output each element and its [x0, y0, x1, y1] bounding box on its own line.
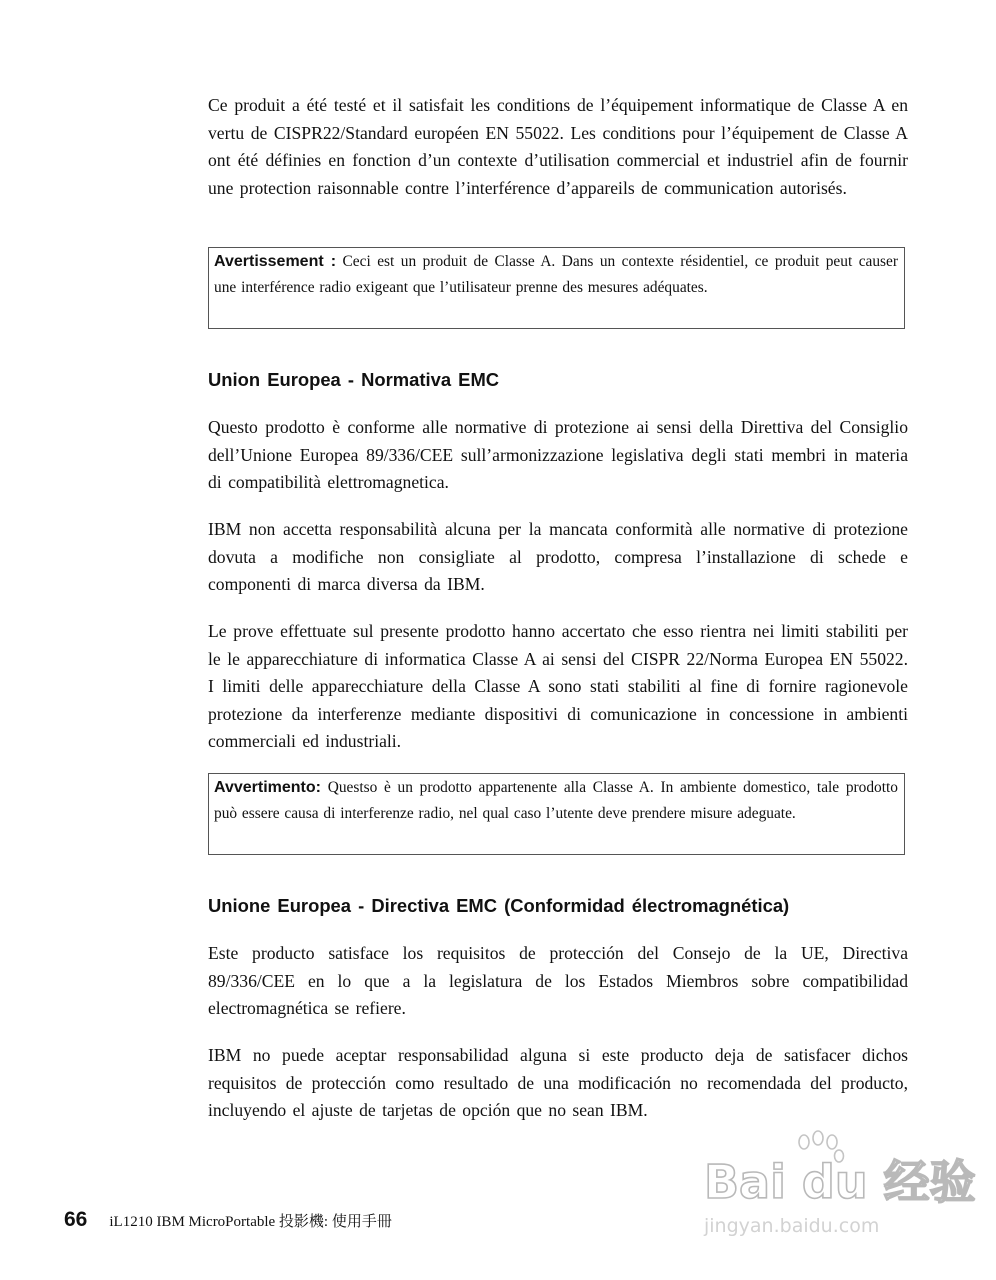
watermark-url: jingyan.baidu.com: [704, 1215, 880, 1237]
notice-text: Ceci est un produit de Classe A. Dans un contexte résidentiel, ce produit peut causer une interférence radio exigeant que l’utilisateur prenne des mesures adéquates.: [214, 253, 898, 296]
paragraph-french-compliance: Ce produit a été testé et il satisfait les conditions de l’équipement informatique de Classe A en vertu de CISPR22/Standard européen EN 55022. Les conditions pour l’équipement de Classe A ont été définies en fonction d’un contexte d’utilisation commercial et industriel afin de fournir une protection raisonnable contre l’interférence d’appareils de communication autorisés.: [208, 95, 908, 198]
paragraph-spanish-directive: Este producto satisface los requisitos de protección del Consejo de la UE, Directiva 89/336/CEE en lo que a la legislatura de los Estados Miembros sobre compatibilidad electromagnética se refiere.: [208, 943, 908, 1018]
paragraph-spanish-responsibility: IBM no puede aceptar responsabilidad alguna si este producto deja de satisfacer dichos requisitos de protección como resultado de una modificación no recomendada del producto, incluyendo el ajuste de tarjetas de opción que no sean IBM.: [208, 1045, 908, 1120]
paragraph-italian-responsibility: IBM non accetta responsabilità alcuna per la mancata conformità alle normative di protezione dovuta a modifiche non consigliate al prodotto, compresa l’installazione di schede e componenti di marca diversa da IBM.: [208, 519, 908, 594]
page-footer: [64, 1208, 392, 1232]
notice-box-french: [208, 247, 905, 329]
baidu-watermark: [700, 1128, 976, 1248]
notice-box-italian: [208, 773, 905, 855]
section-heading-italian: Union Europea - Normativa EMC: [208, 369, 500, 390]
paragraph-italian-limits: Le prove effettuate sul presente prodotto hanno accertato che esso rientra nei limiti stabiliti per le le apparecchiature di informatica Classe A ai sensi del CISPR 22/Norma Europea EN 55022. I limiti delle apparecchiature della Classe A sono stati stabiliti al fine di fornire ragionevole protezione da interferenze mediante dispositivi di comunicazione in concessione in ambienti commerciali ed industriali.: [208, 621, 908, 751]
notice-label: Avvertimento:: [214, 779, 321, 796]
watermark-logo: Bai du 经验: [704, 1155, 976, 1209]
manual-title: iL1210 IBM MicroPortable 投影機: 使用手冊: [109, 1214, 392, 1230]
notice-label: Avertissement :: [214, 253, 337, 270]
paragraph-italian-directive: Questo prodotto è conforme alle normative di protezione ai sensi della Direttiva del Consiglio dell’Unione Europea 89/336/CEE sull’armonizzazione legislativa degli stati membri in materia di compatibilità elettromagnetica.: [208, 417, 908, 492]
section-heading-spanish: Unione Europea - Directiva EMC (Conformidad électromagnética): [208, 895, 790, 916]
notice-text: Questso è un prodotto appartenente alla Classe A. In ambiente domestico, tale prodotto può essere causa di interferenze radio, nel qual caso l’utente deve prendere misure adeguate.: [214, 779, 898, 822]
page-number: 66: [64, 1208, 88, 1231]
